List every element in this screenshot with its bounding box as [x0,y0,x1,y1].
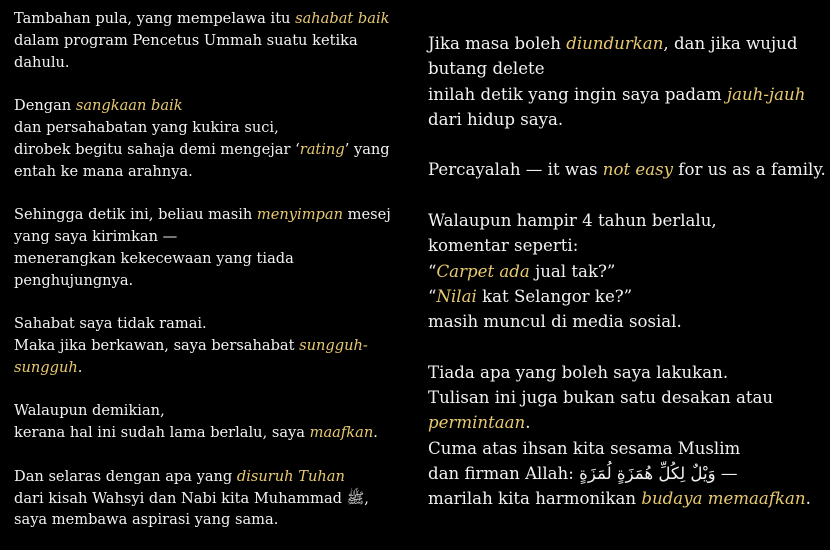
text-segment: inilah detik yang ingin saya padam [428,84,727,104]
text-line [14,117,394,139]
text-line [428,82,828,107]
text-line [428,436,828,461]
text-segment: Dan selaras dengan apa yang [14,467,237,485]
highlighted-phrase: menyimpan [256,206,343,224]
text-line [428,385,828,410]
text-line [428,107,828,132]
text-segment: butang delete [428,59,545,79]
text-line [14,488,394,510]
text-line [14,313,394,335]
highlighted-phrase: permintaan [428,413,526,433]
highlighted-phrase: sahabat baik [295,10,390,27]
text-line [14,30,394,52]
text-segment: dirobek begitu sahaja demi mengejar ‘ [14,140,300,158]
text-segment: yang saya kirimkan — [14,227,178,245]
paragraph-gap [14,291,394,313]
highlighted-phrase: jauh-jauh [726,84,806,104]
text-line [14,466,394,488]
paragraph-gap [14,444,394,466]
text-segment: “ [428,261,437,281]
text-line [428,284,828,309]
text-segment: . [805,489,811,509]
text-segment: Tulisan ini juga bukan satu desakan atau [428,388,774,408]
text-line [14,270,394,292]
text-line [428,360,828,385]
highlighted-phrase: maafkan [309,424,374,442]
text-line [428,309,828,334]
text-line [428,157,828,182]
text-segment: Tambahan pula, yang mempelawa itu [14,10,296,27]
highlighted-phrase: budaya memaafkan [641,489,806,509]
paragraph [14,313,394,378]
highlighted-phrase: disuruh Tuhan [236,467,345,485]
text-segment: ’ yang [344,140,390,158]
text-segment: Sehingga detik ini, beliau masih [14,206,257,224]
text-segment: marilah kita harmonikan [428,489,642,509]
text-line [428,233,828,258]
text-line [14,357,394,379]
text-segment: komentar seperti: [428,236,579,256]
text-line [14,335,394,357]
text-segment: dalam program Pencetus Ummah suatu ketika [14,31,358,49]
text-segment: . [77,358,83,376]
highlighted-phrase: sungguh- [299,336,368,354]
text-segment: penghujungnya. [14,271,134,289]
text-segment: dan persahabatan yang kukira suci, [14,118,279,136]
text-segment: entah ke mana arahnya. [14,162,193,180]
highlighted-phrase: sangkaan baik [75,97,183,115]
highlighted-phrase: rating [299,140,345,158]
highlighted-phrase: Carpet ada [436,261,530,281]
highlighted-phrase: not easy [602,160,674,180]
highlighted-phrase: diundurkan [566,34,664,53]
text-line [428,31,828,56]
text-line [14,509,394,531]
text-segment: kerana hal ini sudah lama berlalu, saya [14,424,310,442]
highlighted-phrase: sungguh [14,358,78,376]
paragraph-gap [428,183,828,208]
text-line [14,8,394,30]
paragraph-gap [14,379,394,401]
text-segment: dari kisah Wahsyi dan Nabi kita Muhammad ﷺ, [14,489,369,507]
text-segment: . [373,424,378,442]
text-segment: jual tak?” [529,261,616,281]
text-segment: dari hidup saya. [428,109,564,129]
text-segment: Maka jika berkawan, saya bersahabat [14,336,300,354]
text-segment: Walaupun hampir 4 tahun berlalu, [428,211,717,231]
paragraph [428,208,828,334]
text-segment: , dan jika wujud [663,34,798,53]
text-line [14,248,394,270]
text-segment: — [715,464,738,484]
text-line [14,204,394,226]
text-line [428,461,828,486]
text-line [14,226,394,248]
text-line [14,139,394,161]
text-segment: “ [428,286,437,306]
text-line [14,52,394,74]
paragraph-gap [428,335,828,360]
paragraph [428,157,828,182]
text-segment: Dengan [14,97,76,115]
text-segment: dan firman Allah: [428,464,580,484]
text-segment: Percayalah — it was [428,160,603,180]
text-line [428,208,828,233]
paragraph [428,360,828,512]
text-segment: Cuma atas ihsan kita sesama Muslim [428,438,741,458]
paragraph [14,400,394,444]
text-segment: saya membawa aspirasi yang sama. [14,511,279,529]
paragraph [14,95,394,182]
text-line [14,422,394,444]
paragraph [14,466,394,531]
paragraph-gap [14,182,394,204]
text-line [14,400,394,422]
text-line [428,486,828,511]
highlighted-phrase: Nilai [436,286,477,306]
text-line [428,56,828,81]
text-segment: Sahabat saya tidak ramai. [14,315,207,333]
text-segment: menerangkan kekecewaan yang tiada [14,249,294,267]
paragraph [14,204,394,291]
left-text-column [14,8,394,531]
arabic-verse: وَيْلٌ لِكُلِّ هُمَزَةٍ لُمَزَةٍ [579,464,716,484]
text-line [428,259,828,284]
text-line [14,95,394,117]
text-segment: for us as a family. [673,160,826,180]
text-segment: Walaupun demikian, [14,402,165,420]
text-segment: kat Selangor ke?” [476,286,633,306]
paragraph [14,8,394,73]
text-line [14,161,394,183]
paragraph-gap [14,73,394,95]
paragraph [428,31,828,132]
text-line [428,410,828,435]
text-segment: Tiada apa yang boleh saya lakukan. [428,362,729,382]
text-segment: masih muncul di media sosial. [428,312,682,332]
text-segment: dahulu. [14,53,70,71]
text-segment: Jika masa boleh [428,34,567,53]
text-segment: mesej [343,206,391,224]
paragraph-gap [428,132,828,157]
right-text-column [428,31,828,512]
text-segment: . [525,413,531,433]
